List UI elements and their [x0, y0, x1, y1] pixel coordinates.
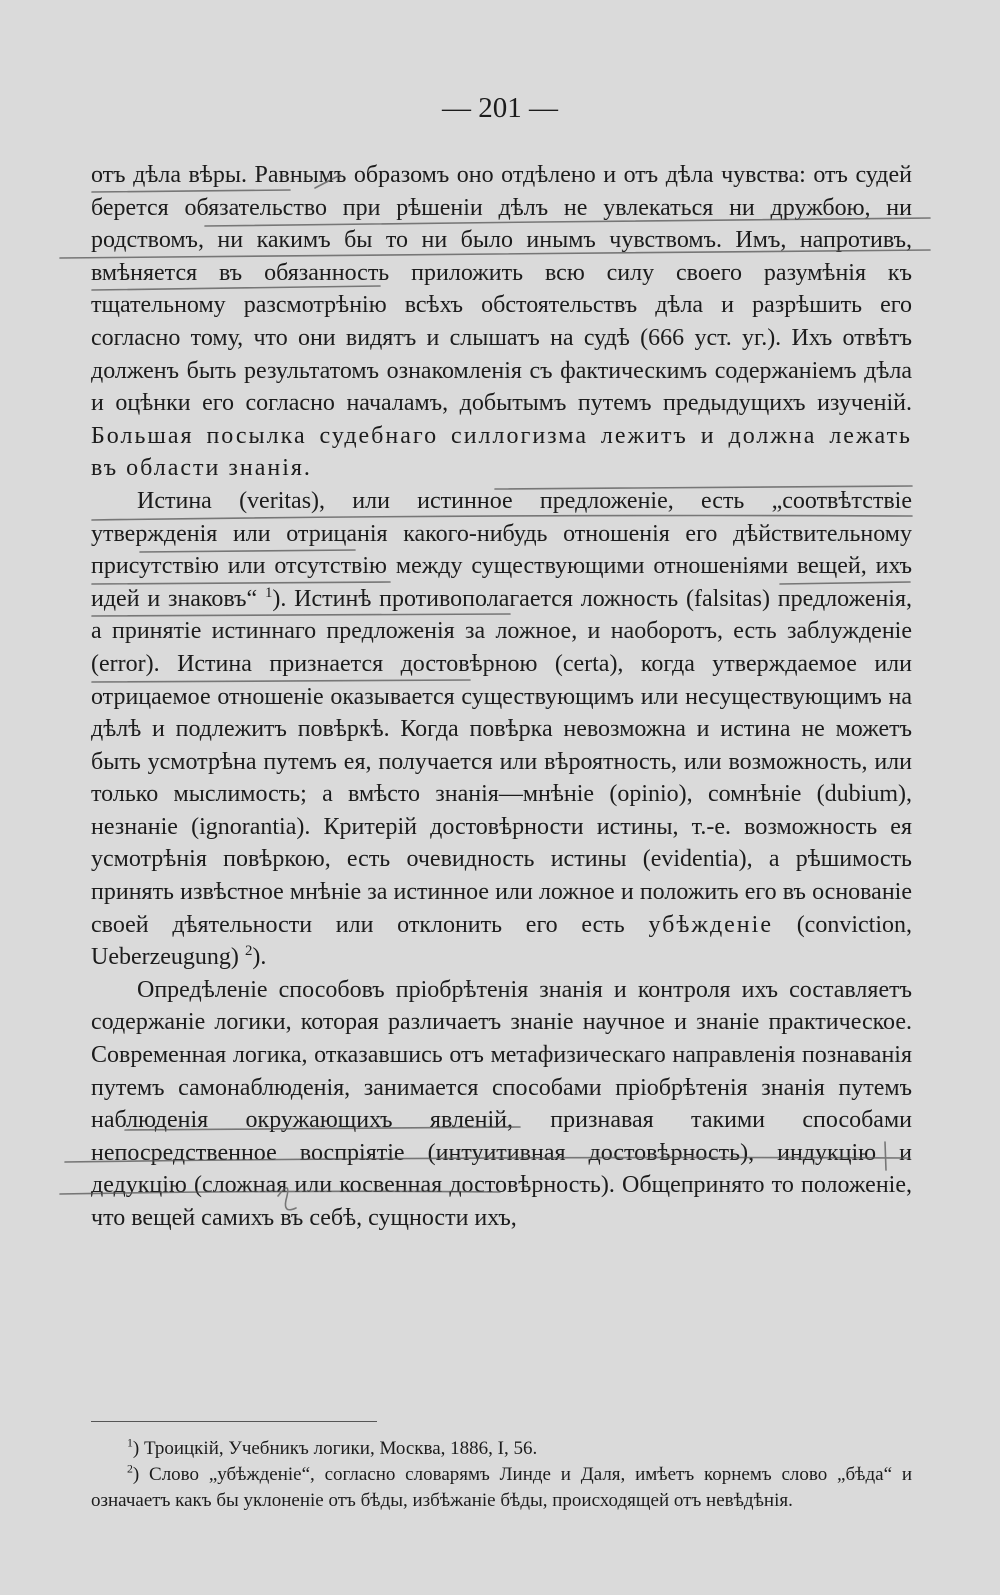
paragraph-1-part-2: Равнымъ образомъ оно отдѣлено и отъ дѣла чувства: отъ судей берется обязательство при рѣшеніи дѣлъ не увлекаться ни дружбою, ни родствомъ, ни какимъ бы то ни было инымъ чувствомъ. Имъ, напротивъ, вмѣняется въ обязанность приложить всю силу своего разумѣнія къ тщательному разсмотрѣнію всѣхъ обстоятельствъ дѣла и разрѣшить его согласно тому, что они видятъ и слышатъ на судѣ (666 уст. уг.). Ихъ отвѣтъ долженъ быть результатомъ ознакомленія съ фактическимъ содержаніемъ дѣла и оцѣнки его согласно началамъ, добытымъ путемъ предыдущихъ изученій.: [91, 162, 912, 417]
footnote-1-text: ) Троицкій, Учебникъ логики, Москва, 1886, I, 56.: [132, 1438, 538, 1459]
footnote-1: [91, 1436, 912, 1462]
footnote-ref-1: 1: [264, 584, 273, 601]
paragraph-2: [91, 485, 912, 974]
footnote-2-text: ) Слово „убѣжденіе“, согласно словарямъ Линде и Даля, имѣетъ корнемъ слово „бѣда“ и означаетъ какъ бы уклоненіе отъ бѣды, избѣжаніе бѣды, происходящей отъ невѣдѣнія.: [91, 1464, 912, 1511]
paragraph-3-text: Опредѣленіе способовъ пріобрѣтенія знанія и контроля ихъ составляетъ содержаніе логики, которая различаетъ знаніе научное и знаніе практическое. Современная логика, отказавшись отъ метафизическаго направленія познаванія путемъ самонаблюденія, занимается способами пріобрѣтенія знанія путемъ наблюденія окружающихъ явленій, признавая такими способами непосредственное воспріятіе (интуитивная достовѣрность), индукцію и дедукцію (сложная или косвенная достовѣрность). Общепринято то положеніе, что вещей самихъ въ себѣ, сущности ихъ,: [91, 976, 912, 1231]
footnote-divider: [91, 1421, 377, 1422]
paragraph-1-highlighted-sentence: Большая посылка судебнаго силлогизма лежитъ и должна лежать въ области знанія.: [91, 422, 912, 482]
body-text: [91, 159, 912, 1235]
paragraph-3: [91, 974, 912, 1235]
paragraph-1-part-1: отъ дѣла вѣры.: [91, 162, 255, 188]
page-number: — 201 —: [442, 92, 558, 124]
paragraph-2-part-4: (conviction, Ueberzeugung): [91, 911, 912, 971]
footnotes: [91, 1436, 912, 1514]
footnote-1-mark: 1: [127, 1436, 133, 1450]
paragraph-2-part-1: Истина (veritas), или истинное предложеніе, есть „соотвѣтствіе утвержденія или отрицанія какого-нибудь отношенія его дѣйствительному присутствію или отсутствію между существующими отношеніями вещей, ихъ идей и знаковъ“: [91, 487, 912, 612]
footnote-2: [91, 1462, 912, 1514]
paragraph-2-part-2: ). Истинѣ противополагается ложность (falsitas) предложенія, а принятіе истиннаго предложенія за ложное, и наоборотъ, есть заблужденіе (error). Истина признается достовѣрною (certa), когда утверждаемое или отрицаемое отношеніе оказывается существующимъ или несуществующимъ на дѣлѣ и подлежитъ повѣркѣ. Когда повѣрка невозможна и истина не можетъ быть усмотрѣна путемъ ея, получается или вѣроятность, или возможность, или только мыслимость; а вмѣсто знанія—мнѣніе (opinio), сомнѣніе (dubium), незнаніе (ignorantia). Критерій достовѣрности истины, т.-е. возможность ея усмотрѣнія повѣркою, есть очевидность истины (evidentia), а рѣшимость принять извѣстное мнѣніе за истинное или ложное и положить его въ основаніе своей дѣятельности или отклонить его есть: [91, 585, 913, 938]
footnote-2-mark: 2: [127, 1462, 133, 1476]
term-conviction: убѣжденіе: [648, 911, 773, 938]
paragraph-1: [91, 159, 912, 485]
footnote-ref-2: 2: [244, 943, 253, 960]
paragraph-2-part-5: ).: [252, 944, 267, 971]
